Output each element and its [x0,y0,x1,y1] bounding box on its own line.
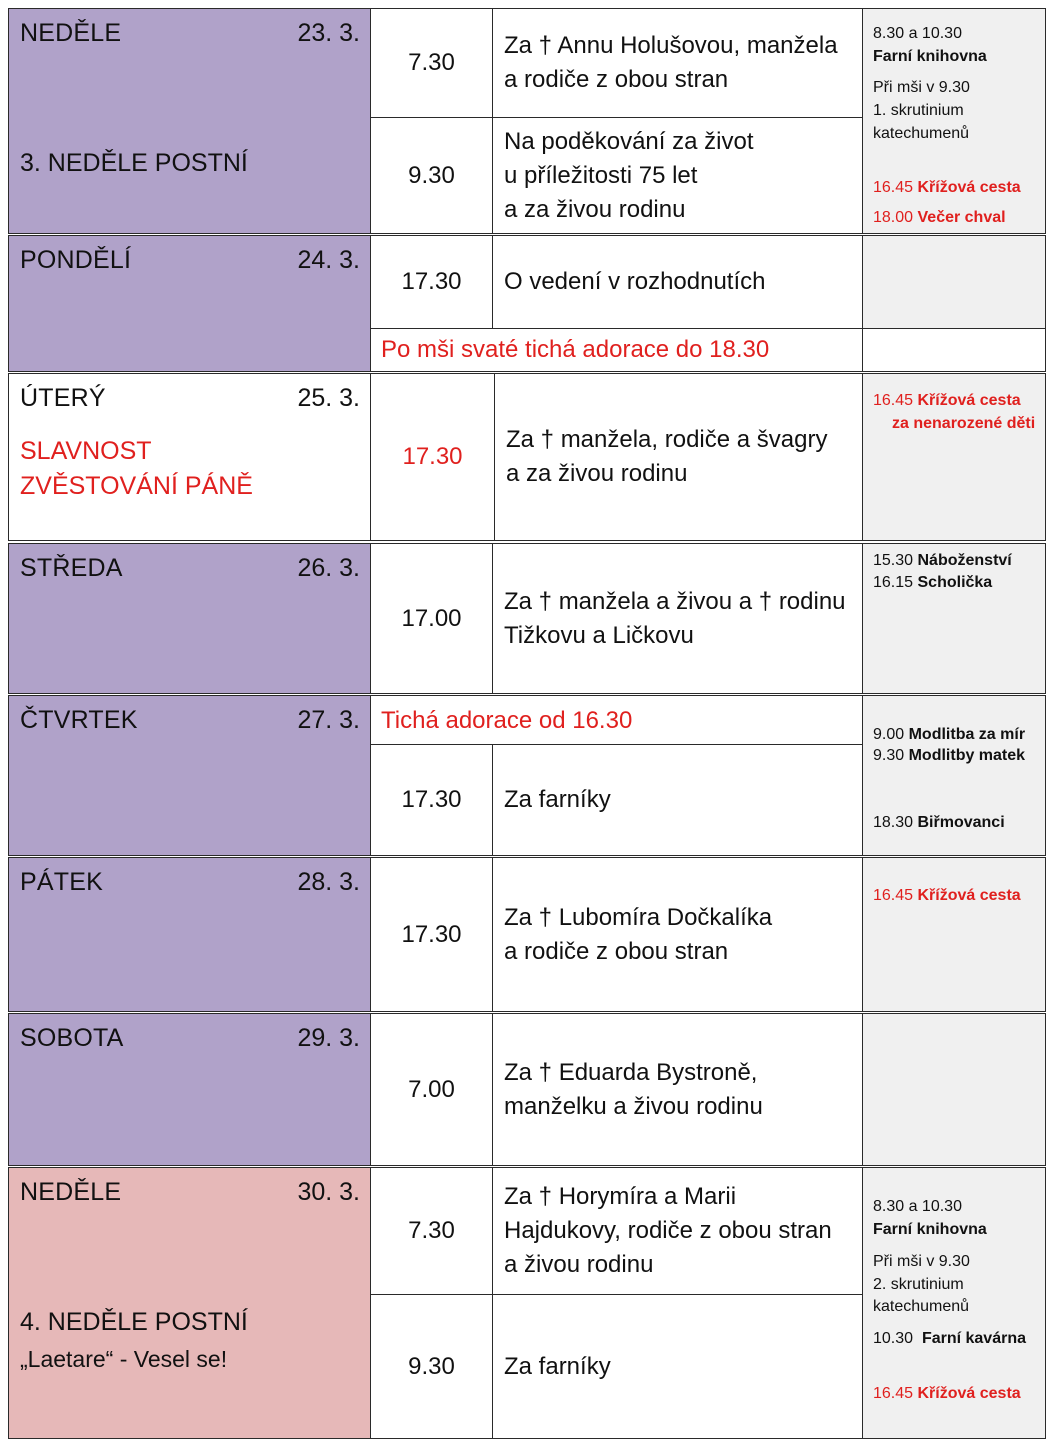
intention-line: Za † Eduarda Bystroně, [504,1058,758,1086]
note [873,1328,1026,1350]
mass-time: 17.30 [370,857,493,1012]
note-text: Při mši v 9.30 [873,1253,970,1270]
note [873,1383,1021,1405]
note-time: 15.30 [873,552,914,569]
day-cell-wednesday [8,543,371,694]
notes-cell-monday [862,235,1046,329]
day-cell-sunday-1 [8,8,371,234]
intention-line: a za živou rodinu [506,460,688,487]
intention-line: Hajdukovy, rodiče z obou stran [504,1217,832,1244]
note-text: za nenarozené děti [892,415,1036,432]
notes-cell-sunday-2 [862,1167,1046,1439]
note-text: katechumenů [873,1298,970,1315]
note [873,23,962,45]
note-text: Křížová cesta [917,392,1021,409]
note [873,724,1025,746]
day-date: 27. 3. [297,706,360,734]
day-name: PONDĚLÍ [20,246,132,274]
adoration-note-thursday: Tichá adorace od 16.30 [370,695,863,745]
mass-intention [494,373,863,541]
note [873,1296,969,1318]
note [873,46,987,68]
mass-intention [492,543,863,694]
mass-time: 9.30 [370,1294,493,1439]
note [873,1251,970,1273]
note-text: Při mši v 9.30 [873,79,970,96]
intention-line: a rodiče z obou stran [504,937,729,965]
note [892,413,1035,435]
day-name: NEDĚLE [20,1178,122,1206]
mass-intention [492,1294,863,1439]
day-date: 29. 3. [297,1024,360,1052]
notes-cell-sunday-1 [862,8,1046,234]
day-date: 23. 3. [297,19,360,47]
note-text: 1. skrutinium [873,102,964,119]
mass-time: 7.30 [370,1167,493,1295]
mass-intention [492,857,863,1012]
mass-intention [492,1167,863,1295]
note [873,812,1005,834]
notes-cell-saturday [862,1013,1046,1166]
note-text: katechumenů [873,125,970,142]
note-text: Scholička [917,574,993,591]
day-motto: „Laetare“ - Vesel se! [20,1346,228,1372]
day-name: ČTVRTEK [20,706,138,734]
note [873,1196,962,1218]
intention-line: u příležitosti 75 let [504,161,698,189]
note-text: Farní kavárna [921,1330,1026,1347]
note-text: Biřmovanci [917,814,1005,831]
feast-title: ZVĚSTOVÁNÍ PÁNĚ [20,472,253,500]
feast-title: SLAVNOST [20,437,152,465]
note [873,1274,964,1296]
note-text: Modlitby matek [908,747,1026,764]
day-date: 28. 3. [297,868,360,896]
day-cell-tuesday [8,373,371,541]
intention-line: a za živou rodinu [504,195,686,223]
note-time: 16.45 [873,1385,914,1402]
day-cell-sunday-2 [8,1167,371,1439]
day-cell-friday [8,857,371,1012]
empty-cell [862,328,1046,372]
day-date: 24. 3. [297,246,360,274]
mass-time: 7.00 [370,1013,493,1166]
note-time: 9.00 [873,726,905,743]
note-text: Křížová cesta [917,1385,1021,1402]
day-date: 30. 3. [297,1178,360,1206]
note-time: 16.45 [873,179,914,196]
notes-cell-wednesday [862,543,1046,694]
note-text: Farní knihovna [873,1221,987,1238]
intention-line: O vedení v rozhodnutích [504,268,766,295]
note-text: 2. skrutinium [873,1276,964,1293]
note [873,745,1025,767]
note [873,77,970,99]
note [873,1219,987,1241]
intention-line: Za farníky [504,786,611,813]
day-cell-monday [8,235,371,372]
note [873,123,969,145]
mass-time: 7.30 [370,8,493,118]
note-text: Křížová cesta [917,179,1021,196]
mass-time: 17.30 [370,235,493,329]
intention-line: Za † manžela a živou a † rodinu [504,587,846,615]
note [873,100,964,122]
note-text: Křížová cesta [917,887,1021,904]
intention-line: Za † Annu Holušovou, manžela [504,32,838,59]
day-name: STŘEDA [20,554,123,582]
intention-line: Za † Lubomíra Dočkalíka [504,903,773,931]
note [873,885,1021,907]
note-text: Farní knihovna [873,48,987,65]
mass-time: 17.30 [370,744,493,856]
adoration-note-monday: Po mši svaté tichá adorace do 18.30 [370,328,863,372]
mass-time: 17.30 [370,373,495,541]
mass-intention [492,1013,863,1166]
mass-intention [492,235,863,329]
note [873,177,1021,199]
note [873,572,992,594]
note-time: 8.30 a 10.30 [873,25,962,42]
note-text: Večer chval [917,209,1006,226]
intention-line: Na poděkování za život [504,127,754,155]
mass-intention [492,117,863,234]
note-time: 16.45 [873,392,914,409]
mass-time: 9.30 [370,117,493,234]
note [873,390,1021,412]
intention-line: manželku a živou rodinu [504,1092,763,1120]
note-text: Náboženství [917,552,1012,569]
day-cell-thursday [8,695,371,856]
note-time: 18.00 [873,209,914,226]
note-time: 18.30 [873,814,914,831]
note-time: 8.30 a 10.30 [873,1198,962,1215]
notes-cell-thursday [862,695,1046,856]
notes-cell-friday [862,857,1046,1012]
note [873,207,1006,229]
notes-cell-tuesday [862,373,1046,541]
day-cell-saturday [8,1013,371,1166]
mass-intention [492,8,863,118]
mass-time: 17.00 [370,543,493,694]
intention-line: Za farníky [504,1352,611,1380]
note [873,550,1012,572]
day-name: NEDĚLE [20,19,122,47]
note-text: Modlitba za mír [908,726,1026,743]
intention-line: Za † manžela, rodiče a švagry [506,426,828,453]
intention-line: a rodiče z obou stran [504,66,729,93]
intention-line: a živou rodinu [504,1251,654,1278]
day-name: SOBOTA [20,1024,124,1052]
day-date: 25. 3. [297,384,360,412]
note-time: 16.45 [873,887,914,904]
mass-intention [492,744,863,856]
day-subtitle: 4. NEDĚLE POSTNÍ [20,1308,248,1336]
intention-line: Za † Horymíra a Marii [504,1183,737,1210]
note-time: 9.30 [873,747,905,764]
intention-line: Tižkovu a Ličkovu [504,621,694,649]
note-time: 10.30 [873,1330,914,1347]
day-subtitle: 3. NEDĚLE POSTNÍ [20,149,248,177]
day-name: PÁTEK [20,868,103,896]
note-time: 16.15 [873,574,914,591]
day-date: 26. 3. [297,554,360,582]
day-name: ÚTERÝ [20,384,106,412]
